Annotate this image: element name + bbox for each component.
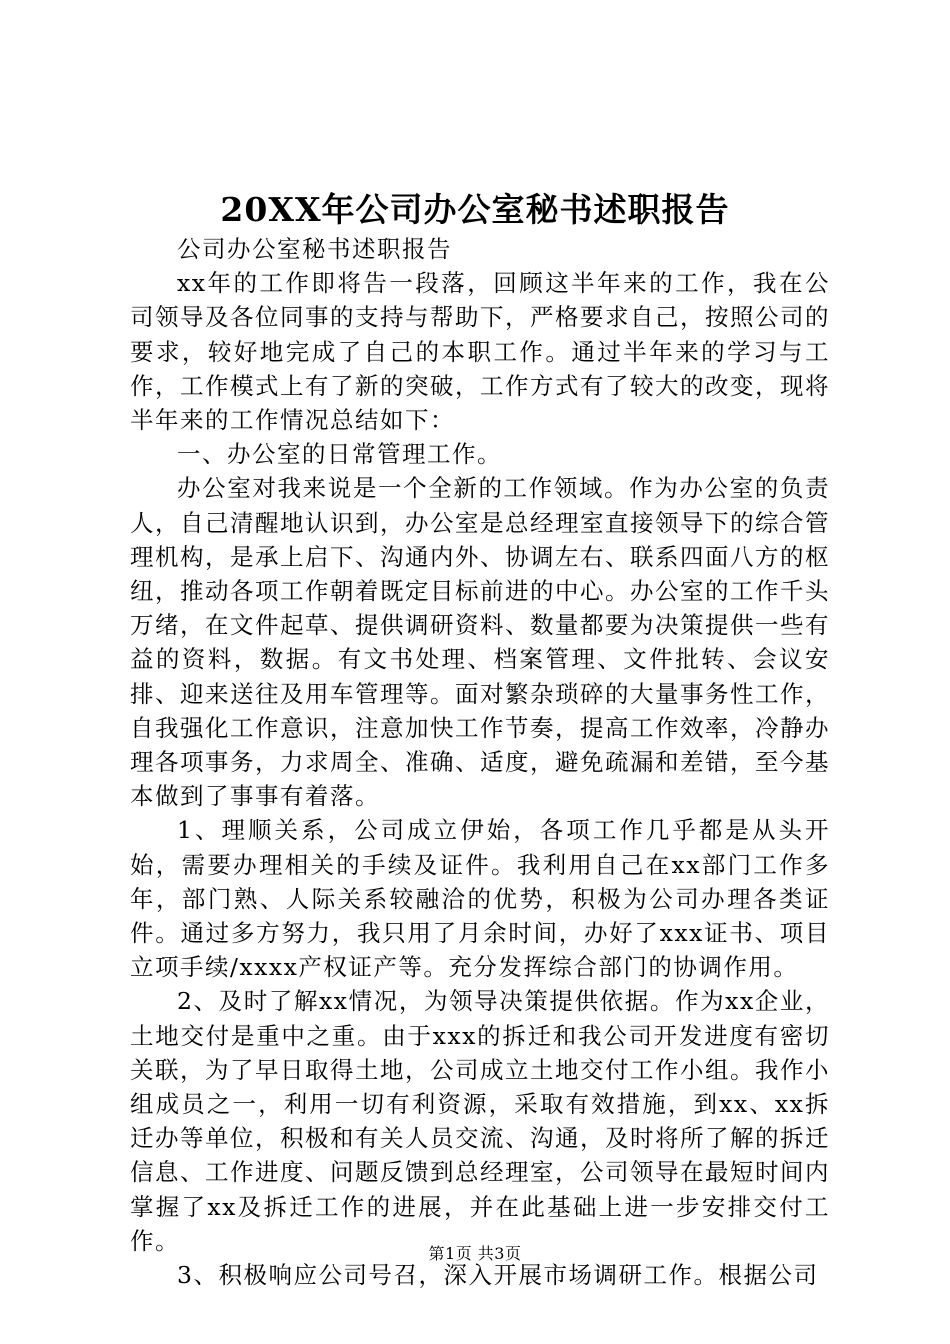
page-footer: 第1页 共3页	[428, 1244, 522, 1263]
paragraph-office-role: 办公室对我来说是一个全新的工作领域。作为办公室的负责人，自己清醒地认识到，办公室是总经理室直接领导下的综合管理机构，是承上启下、沟通内外、协调左右、联系四面八方的枢纽，推动各项工作朝着既定目标前进的中心。办公室的工作千头万绪，在文件起草、提供调研资料、数量都要为决策提供一些有益的资料，数据。有文书处理、档案管理、文件批转、会议安排、迎来送往及用车管理等。面对繁杂琐碎的大量事务性工作，自我强化工作意识，注意加快工作节奏，提高工作效率，冷静办理各项事务，力求周全、准确、适度，避免疏漏和差错，至今基本做到了事事有着落。	[130, 474, 830, 811]
paragraph-subtitle: 公司办公室秘书述职报告	[177, 235, 452, 263]
paragraph-intro: xx年的工作即将告一段落，回顾这半年来的工作，我在公司领导及各位同事的支持与帮助下，严格要求自己，按照公司的要求，较好地完成了自己的本职工作。通过半年来的学习与工作，工作模式上有了新的突破，工作方式有了较大的改变，现将半年来的工作情况总结如下：	[130, 269, 830, 435]
paragraph-item-3: 3、积极响应公司号召，深入开展市场调研工作。根据公司	[177, 1261, 819, 1290]
section-heading: 一、办公室的日常管理工作。	[177, 440, 502, 469]
document-body	[130, 232, 830, 1292]
paragraph-item-1: 1、理顺关系，公司成立伊始，各项工作几乎都是从头开始，需要办理相关的手续及证件。我利用自己在xx部门工作多年，部门熟、人际关系较融洽的优势，积极为公司办理各类证件。通过多方努力，我只用了月余时间，办好了xxx证书、项目立项手续/xxxx产权证产等。充分发挥综合部门的协调作用。	[130, 816, 830, 982]
paragraph-item-2: 2、及时了解xx情况，为领导决策提供依据。作为xx企业，土地交付是重中之重。由于xxx的拆迁和我公司开发进度有密切关联，为了早日取得土地，公司成立土地交付工作小组。我作小组成员之一，利用一切有利资源，采取有效措施，到xx、xx拆迁办等单位，积极和有关人员交流、沟通，及时将所了解的拆迁信息、工作进度、问题反馈到总经理室，公司领导在最短时间内掌握了xx及拆迁工作的进展，并在此基础上进一步安排交付工作。	[130, 987, 830, 1255]
document-title: 20XX年公司办公室秘书述职报告	[220, 190, 730, 229]
